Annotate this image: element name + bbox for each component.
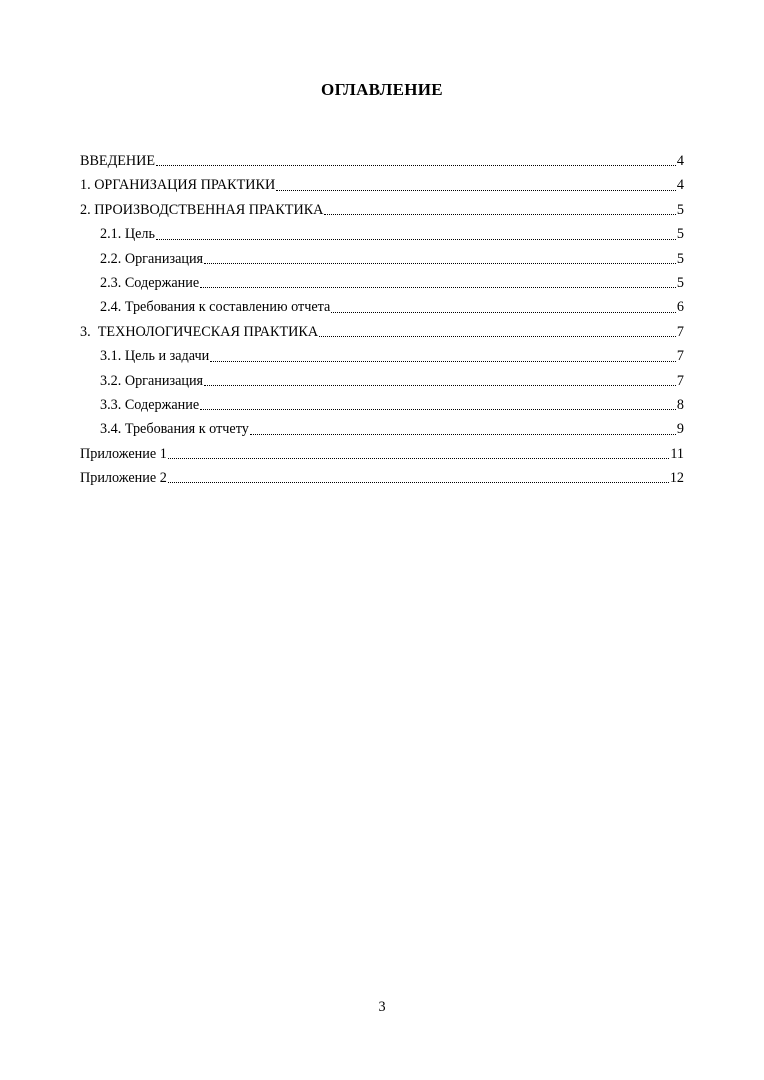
toc-entry-page: 8 — [676, 396, 684, 413]
toc-entry-label: 2.2. Организация — [100, 250, 204, 267]
toc-entry[interactable] — [80, 198, 684, 222]
toc-dot-leader — [250, 433, 676, 435]
toc-entry-page: 9 — [676, 421, 684, 438]
toc-entry-label: ВВЕДЕНИЕ — [80, 153, 156, 169]
toc-entry-page: 4 — [676, 177, 684, 194]
page-number: 3 — [378, 999, 386, 1015]
toc-entry-page: 5 — [676, 274, 684, 291]
toc-dot-leader — [200, 286, 676, 288]
toc-entry-page: 5 — [676, 226, 684, 243]
toc-entry-label: 2.3. Содержание — [100, 274, 200, 291]
toc-entry-label: Приложение 1 — [80, 445, 167, 462]
toc-subentry[interactable] — [80, 344, 684, 368]
toc-entry-label: 3.1. Цель и задачи — [100, 348, 210, 365]
toc-entry-label: 3.4. Требования к отчету — [100, 421, 249, 438]
toc-entry[interactable] — [80, 442, 684, 466]
toc-dot-leader — [156, 164, 676, 166]
toc-entry-page: 7 — [676, 323, 684, 340]
toc-dot-leader — [331, 311, 676, 313]
toc-dot-leader — [319, 335, 676, 337]
toc-subentry[interactable] — [80, 417, 684, 441]
table-of-contents — [80, 149, 684, 490]
toc-entry-label: 3.2. Организация — [100, 372, 204, 389]
toc-entry-label: 2.1. Цель — [100, 226, 155, 243]
toc-entry-label: 3. ТЕХНОЛОГИЧЕСКАЯ ПРАКТИКА — [80, 323, 319, 340]
toc-subentry[interactable] — [80, 271, 684, 295]
toc-entry-label: 2. ПРОИЗВОДСТВЕННАЯ ПРАКТИКА — [80, 201, 324, 218]
toc-dot-leader — [276, 189, 676, 191]
toc-dot-leader — [200, 408, 676, 410]
toc-subentry[interactable] — [80, 393, 684, 417]
toc-dot-leader — [204, 384, 676, 386]
toc-entry[interactable] — [80, 149, 684, 173]
toc-entry-label: 1. ОРГАНИЗАЦИЯ ПРАКТИКИ — [80, 177, 276, 194]
toc-dot-leader — [168, 457, 670, 459]
toc-entry-page: 11 — [670, 445, 684, 462]
toc-dot-leader — [204, 262, 676, 264]
toc-entry-page: 4 — [676, 153, 684, 169]
toc-dot-leader — [210, 360, 676, 362]
toc-entry-label: Приложение 2 — [80, 470, 167, 487]
toc-entry-page: 7 — [676, 348, 684, 365]
toc-entry-label: 2.4. Требования к составлению отчета — [100, 299, 331, 316]
toc-entry-page: 5 — [676, 201, 684, 218]
toc-title: ОГЛАВЛЕНИЕ — [321, 80, 443, 99]
toc-dot-leader — [156, 238, 676, 240]
toc-entry-page: 7 — [676, 372, 684, 389]
toc-entry[interactable] — [80, 320, 684, 344]
toc-subentry[interactable] — [80, 247, 684, 271]
toc-entry-label: 3.3. Содержание — [100, 396, 200, 413]
toc-dot-leader — [168, 481, 669, 483]
toc-entry-page: 6 — [676, 299, 684, 316]
toc-entry-page: 5 — [676, 250, 684, 267]
toc-subentry[interactable] — [80, 369, 684, 393]
toc-dot-leader — [324, 213, 675, 215]
toc-entry-page: 12 — [669, 470, 684, 487]
toc-subentry[interactable] — [80, 222, 684, 246]
toc-entry[interactable] — [80, 466, 684, 490]
toc-subentry[interactable] — [80, 295, 684, 319]
toc-entry[interactable] — [80, 173, 684, 197]
